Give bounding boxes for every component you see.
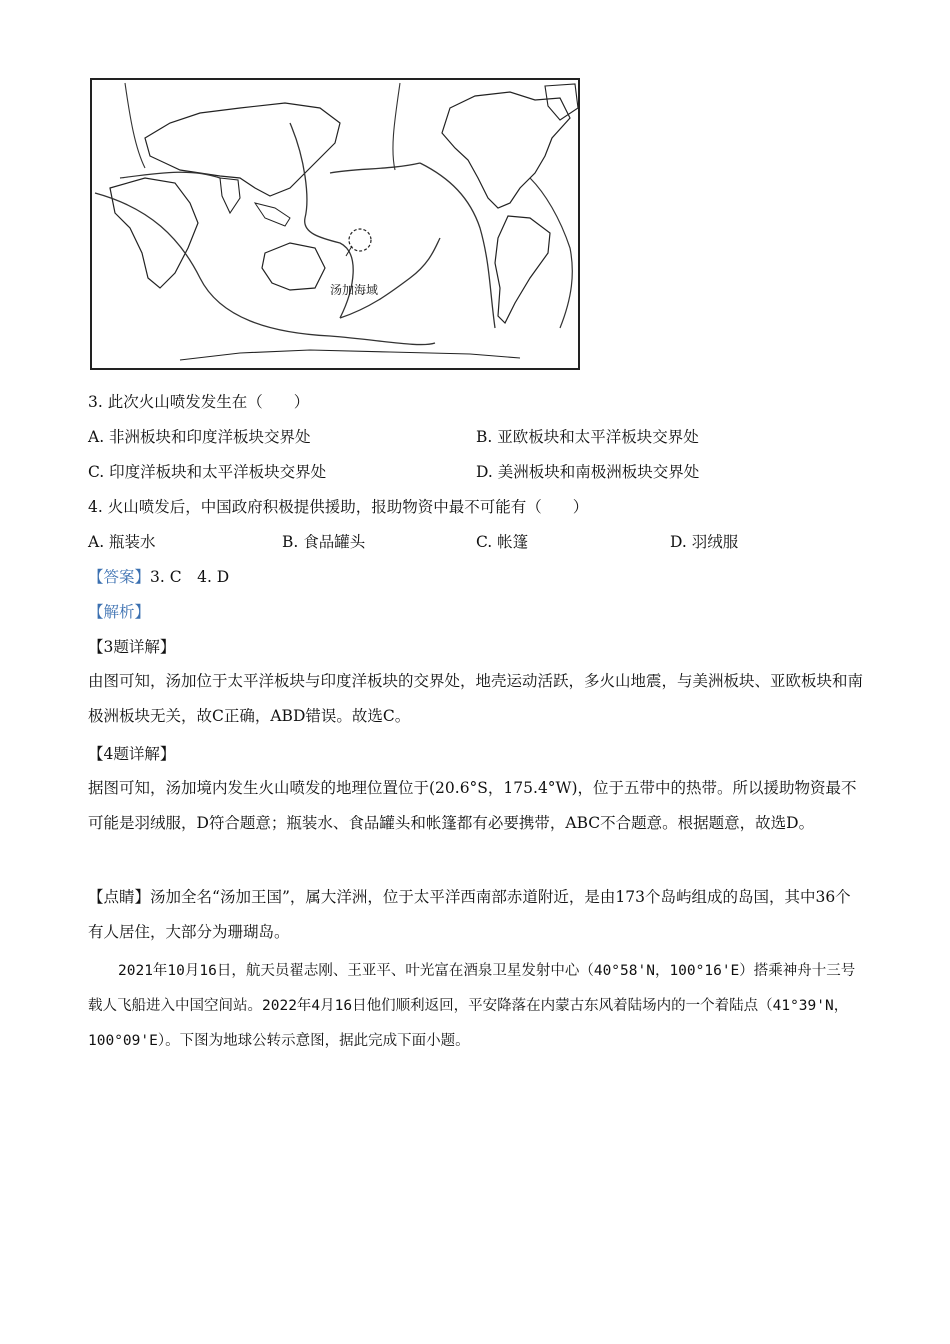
note-paragraph — [88, 880, 863, 950]
q3-option-b: B. 亚欧板块和太平洋板块交界处 — [476, 428, 699, 446]
q4-stem: 4. 火山喷发后，中国政府积极提供援助，报助物资中最不可能有（ ） — [88, 498, 589, 516]
note-body: 汤加全名“汤加王国”，属大洋洲，位于太平洋西南部赤道附近，是由173个岛屿组成的岛国，其中36个有人居住，大部分为珊瑚岛。 — [88, 888, 851, 941]
note-tag: 【点睛】 — [88, 888, 151, 906]
answer-line — [88, 567, 229, 587]
detail4-body: 据图可知，汤加境内发生火山喷发的地理位置位于(20.6°S，175.4°W)，位于五带中的热带。所以援助物资最不可能是羽绒服，D符合题意；瓶装水、食品罐头和帐篷都有必要携带，ABC不合题意。根据题意，故选D。 — [88, 779, 857, 832]
q4-option-c: C. 帐篷 — [476, 533, 529, 551]
map-label-tonga: 汤加海域 — [330, 283, 379, 297]
answer-tag: 【答案】 — [88, 568, 151, 586]
intro-paragraph: 2021年10月16日，航天员翟志刚、王亚平、叶光富在酒泉卫星发射中心（40°58'N，100°16'E）搭乘神舟十三号载人飞船进入中国空间站。2022年4月16日他们顺利返回，平安降落在内蒙古东风着陆场内的一个着陆点（41°39'N，100°09'E）。下图为地球公转示意图，据此完成下面小题。 — [88, 963, 856, 1049]
plate-boundary-map — [90, 78, 580, 370]
q4-option-b: B. 食品罐头 — [282, 533, 366, 551]
q4-option-a: A. 瓶装水 — [88, 533, 156, 551]
q3-stem: 3. 此次火山喷发发生在（ ） — [88, 393, 310, 411]
detail3-body: 由图可知，汤加位于太平洋板块与印度洋板块的交界处，地壳运动活跃，多火山地震，与美洲板块、亚欧板块和南极洲板块无关，故C正确，ABD错误。故选C。 — [88, 672, 864, 725]
answer-text: 3. C 4. D — [150, 568, 230, 586]
q4-option-d: D. 羽绒服 — [670, 533, 739, 551]
analysis-tag: 【解析】 — [88, 603, 151, 621]
q3-option-d: D. 美洲板块和南极洲板块交界处 — [476, 463, 700, 481]
detail3-heading: 【3题详解】 — [88, 638, 176, 656]
detail4-heading: 【4题详解】 — [88, 745, 176, 763]
q3-option-c: C. 印度洋板块和太平洋板块交界处 — [88, 463, 327, 481]
q3-option-a: A. 非洲板块和印度洋板块交界处 — [88, 428, 311, 446]
